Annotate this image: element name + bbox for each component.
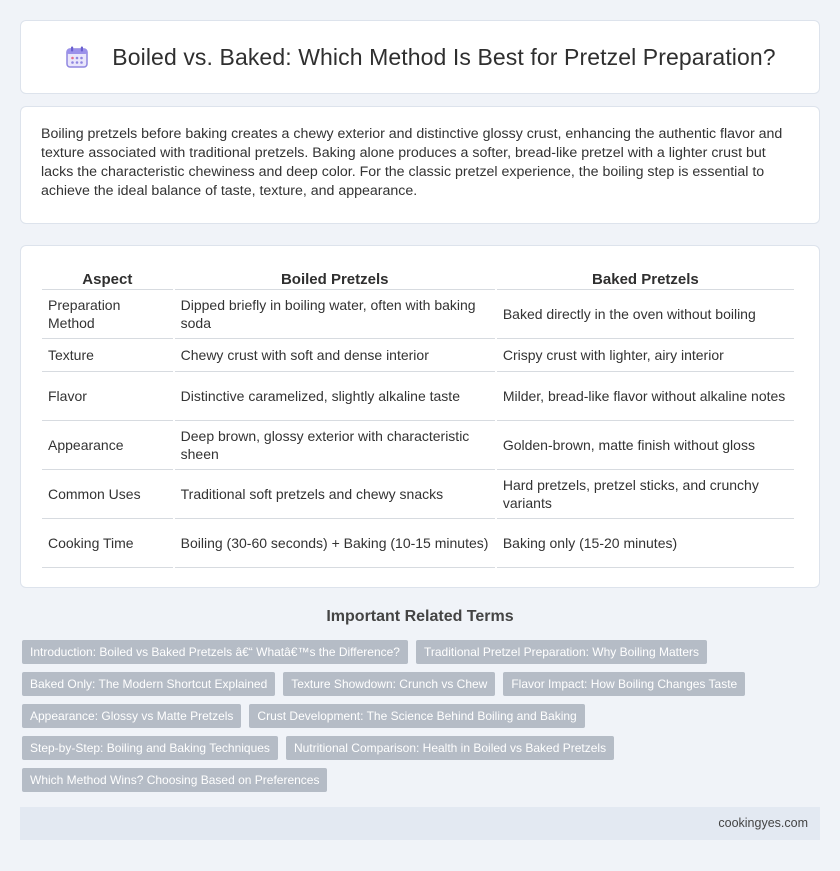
boiled-cell: Deep brown, glossy exterior with characteristic sheen	[175, 421, 495, 470]
related-term-tag[interactable]: Appearance: Glossy vs Matte Pretzels	[22, 704, 241, 728]
related-term-tag[interactable]: Traditional Pretzel Preparation: Why Boiling Matters	[416, 640, 707, 664]
column-header-baked: Baked Pretzels	[497, 266, 794, 290]
table-header-row	[42, 266, 794, 290]
aspect-cell: Appearance	[42, 421, 173, 470]
baked-cell: Baking only (15-20 minutes)	[497, 519, 794, 568]
aspect-cell: Flavor	[42, 372, 173, 421]
related-term-tag[interactable]: Crust Development: The Science Behind Boiling and Baking	[249, 704, 584, 728]
related-term-tag[interactable]: Flavor Impact: How Boiling Changes Taste	[503, 672, 745, 696]
column-header-boiled: Boiled Pretzels	[175, 266, 495, 290]
aspect-cell: Preparation Method	[42, 290, 173, 339]
column-header-aspect: Aspect	[42, 266, 173, 290]
related-terms-heading: Important Related Terms	[326, 608, 514, 625]
aspect-cell: Cooking Time	[42, 519, 173, 568]
boiled-cell: Distinctive caramelized, slightly alkaline taste	[175, 372, 495, 421]
aspect-cell: Texture	[42, 339, 173, 372]
related-term-tag[interactable]: Introduction: Boiled vs Baked Pretzels â€“ Whatâ€™s the Difference?	[22, 640, 408, 664]
table-row	[42, 290, 794, 339]
boiled-cell: Traditional soft pretzels and chewy snacks	[175, 470, 495, 519]
related-term-tag[interactable]: Nutritional Comparison: Health in Boiled vs Baked Pretzels	[286, 736, 614, 760]
related-term-tag[interactable]: Texture Showdown: Crunch vs Chew	[283, 672, 495, 696]
comparison-card	[20, 245, 820, 588]
comparison-table	[40, 266, 796, 568]
related-terms-list	[22, 640, 802, 792]
boiled-cell: Chewy crust with soft and dense interior	[175, 339, 495, 372]
table-row	[42, 470, 794, 519]
table-row	[42, 372, 794, 421]
baked-cell: Crispy crust with lighter, airy interior	[497, 339, 794, 372]
baked-cell: Hard pretzels, pretzel sticks, and crunchy variants	[497, 470, 794, 519]
baked-cell: Baked directly in the oven without boiling	[497, 290, 794, 339]
table-row	[42, 519, 794, 568]
calendar-icon	[64, 44, 90, 70]
table-row	[42, 421, 794, 470]
footer	[20, 807, 820, 840]
related-term-tag[interactable]: Which Method Wins? Choosing Based on Preferences	[22, 768, 327, 792]
baked-cell: Milder, bread-like flavor without alkaline notes	[497, 372, 794, 421]
related-term-tag[interactable]: Step-by-Step: Boiling and Baking Techniques	[22, 736, 278, 760]
baked-cell: Golden-brown, matte finish without gloss	[497, 421, 794, 470]
boiled-cell: Dipped briefly in boiling water, often with baking soda	[175, 290, 495, 339]
aspect-cell: Common Uses	[42, 470, 173, 519]
related-term-tag[interactable]: Baked Only: The Modern Shortcut Explained	[22, 672, 275, 696]
intro-paragraph: Boiling pretzels before baking creates a chewy exterior and distinctive glossy crust, enhancing the authentic flavor and texture associated with traditional pretzels. Baking alone produces a softer, bread-like pretzel with a lighter crust but lacks the characteristic chewiness and deep color. For the classic pretzel experience, the boiling step is essential to achieve the ideal balance of taste, texture, and appearance.	[41, 126, 783, 199]
intro-card	[20, 106, 820, 224]
footer-site-link[interactable]: cookingyes.com	[718, 816, 808, 830]
header-card	[20, 20, 820, 94]
boiled-cell: Boiling (30-60 seconds) + Baking (10-15 minutes)	[175, 519, 495, 568]
table-row	[42, 339, 794, 372]
page-title: Boiled vs. Baked: Which Method Is Best for Pretzel Preparation?	[112, 43, 776, 70]
